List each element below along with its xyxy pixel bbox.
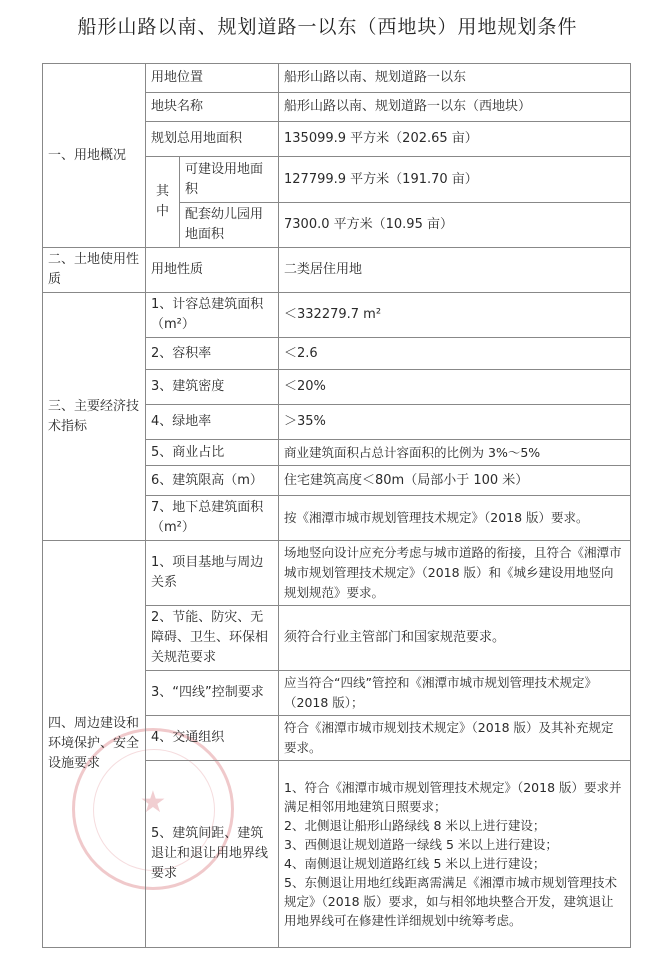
- setback-value-cell: [279, 761, 631, 948]
- setback-line: 5、东侧退让用地红线距离需满足《湘潭市城市规划管理技术规定》（2018 版）要求，如与相邻地块整合开发，建筑退让用地界线可在修建性详细规划中统筹考虑。: [284, 875, 617, 928]
- parcel-name-label: 地块名称: [146, 93, 279, 122]
- total-area-label: 规划总用地面积: [146, 122, 279, 157]
- requirement-value: 场地竖向设计应充分考虑与城市道路的衔接，且符合《湘潭市城市规划管理技术规定》（2018 版）和《城乡建设用地竖向规划规范》要求。: [279, 541, 631, 606]
- indicator-value: ＜20%: [279, 370, 631, 405]
- requirement-label: 1、项目基地与周边关系: [146, 541, 279, 606]
- total-area-value: 135099.9 平方米（202.65 亩）: [279, 122, 631, 157]
- section-requirements-cell: 四、周边建设和环境保护、安全设施要求: [43, 541, 146, 948]
- section-overview-cell: 一、用地概况: [43, 64, 146, 248]
- indicator-value: 商业建筑面积占总计容面积的比例为 3%～5%: [279, 440, 631, 466]
- indicator-label: 1、计容总建筑面积（m²）: [146, 293, 279, 338]
- indicator-label: 2、容积率: [146, 338, 279, 370]
- planning-conditions-table: [42, 63, 631, 948]
- table-row: [43, 64, 631, 93]
- seal-star-icon: ★: [139, 785, 167, 820]
- table-row: [43, 541, 631, 606]
- setback-label: 5、建筑间距、建筑退让和退让用地界线要求: [146, 761, 279, 948]
- buildable-area-value: 127799.9 平方米（191.70 亩）: [279, 157, 631, 203]
- indicator-value: 按《湘潭市城市规划管理技术规定》（2018 版）要求。: [279, 496, 631, 541]
- indicator-label: 6、建筑限高（m）: [146, 466, 279, 496]
- landuse-value: 二类居住用地: [279, 248, 631, 293]
- requirement-label: 4、交通组织: [146, 716, 279, 761]
- indicator-label: 3、建筑密度: [146, 370, 279, 405]
- indicator-label: 7、地下总建筑面积（m²）: [146, 496, 279, 541]
- indicator-value: 住宅建筑高度＜80m（局部小于 100 米）: [279, 466, 631, 496]
- indicator-label: 5、商业占比: [146, 440, 279, 466]
- location-value: 船形山路以南、规划道路一以东: [279, 64, 631, 93]
- kindergarten-area-value: 7300.0 平方米（10.95 亩）: [279, 203, 631, 248]
- table-row: [43, 248, 631, 293]
- indicator-value: ＞35%: [279, 405, 631, 440]
- indicator-value: ＜332279.7 m²: [279, 293, 631, 338]
- requirement-value: 符合《湘潭市城市规划技术规定》（2018 版）及其补充规定要求。: [279, 716, 631, 761]
- among-label: 其中: [146, 157, 180, 248]
- section-indicators-cell: 三、主要经济技术指标: [43, 293, 146, 541]
- requirement-label: 3、“四线”控制要求: [146, 671, 279, 716]
- kindergarten-area-label: 配套幼儿园用地面积: [180, 203, 279, 248]
- setback-line: 4、南侧退让规划道路红线 5 米以上进行建设；: [284, 856, 546, 871]
- requirement-value: 须符合行业主管部门和国家规范要求。: [279, 606, 631, 671]
- location-label: 用地位置: [146, 64, 279, 93]
- parcel-name-value: 船形山路以南、规划道路一以东（西地块）: [279, 93, 631, 122]
- requirement-value: 应当符合“四线”管控和《湘潭市城市规划管理技术规定》（2018 版）；: [279, 671, 631, 716]
- section-landuse-cell: 二、土地使用性质: [43, 248, 146, 293]
- indicator-label: 4、绿地率: [146, 405, 279, 440]
- setback-line: 2、北侧退让船形山路绿线 8 米以上进行建设；: [284, 818, 546, 833]
- requirement-label: 2、节能、防灾、无障碍、卫生、环保相关规范要求: [146, 606, 279, 671]
- table-row: [43, 293, 631, 338]
- setback-line: 1、符合《湘潭市城市规划管理技术规定》（2018 版）要求并满足相邻用地建筑日照要求；: [284, 780, 622, 814]
- landuse-label: 用地性质: [146, 248, 279, 293]
- indicator-value: ＜2.6: [279, 338, 631, 370]
- document-title: 船形山路以南、规划道路一以东（西地块）用地规划条件: [77, 16, 578, 38]
- buildable-area-label: 可建设用地面积: [180, 157, 279, 203]
- setback-line: 3、西侧退让规划道路一绿线 5 米以上进行建设；: [284, 837, 558, 852]
